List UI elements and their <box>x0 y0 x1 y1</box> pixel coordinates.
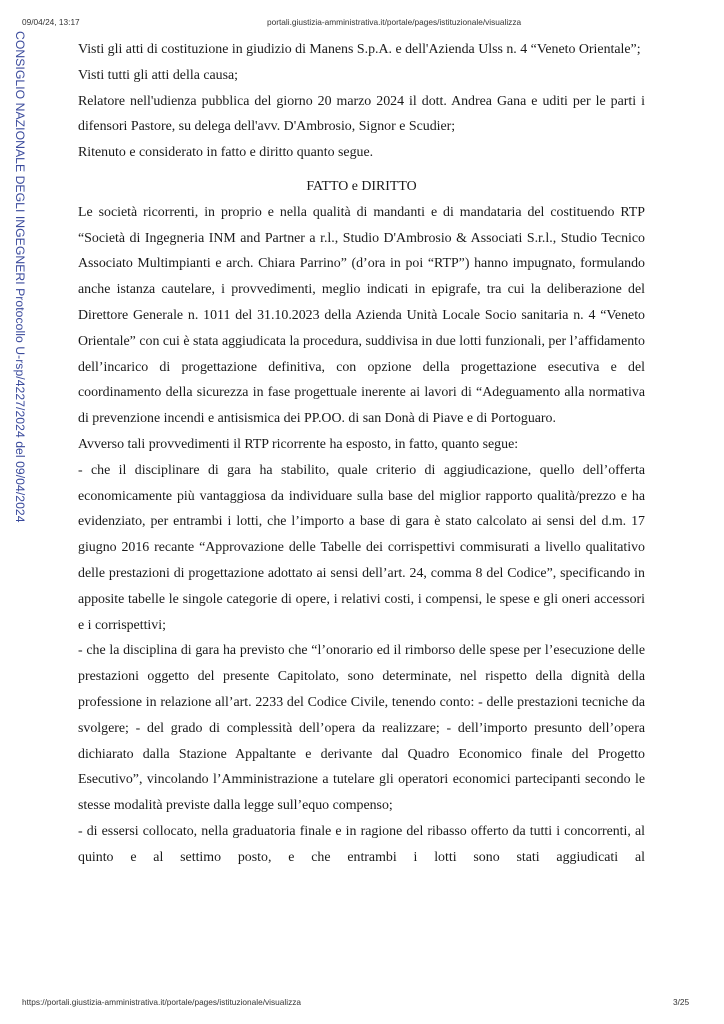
paragraph: Ritenuto e considerato in fatto e diritto quanto segue. <box>78 145 374 161</box>
paragraph: Visti gli atti di costituzione in giudizio di Manens S.p.A. e dell'Azienda Ulss n. 4 “Veneto Orientale”; <box>78 42 641 57</box>
paragraph: Relatore nell'udienza pubblica del giorno 20 marzo 2024 il dott. Andrea Gana e uditi per le parti i difensori Pastore, su delega dell'avv. D'Ambrosio, Signor e Scudier; <box>78 93 645 135</box>
protocol-stamp: CONSIGLIO NAZIONALE DEGLI INGEGNERI Protocollo U-rsp/4227/2024 del 09/04/2024 <box>13 31 27 523</box>
paragraph: - di essersi collocato, nella graduatoria finale e in ragione del ribasso offerto da tutti i concorrenti, al quinto e al settimo posto, e che entrambi i lotti sono stati aggiudicati al <box>78 823 645 865</box>
paragraph: - che il disciplinare di gara ha stabilito, quale criterio di aggiudicazione, quello dell’offerta economicamente più vantaggiosa da individuare sulla base del miglior rapporto qualità/prezzo e ha evidenziato, per entrambi i lotti, che l’importo a base di gara è stato calcolato ai sensi del d.m. 17 giugno 2016 recante “Approvazione delle Tabelle dei corrispettivi commisurati a livello qualitativo delle prestazioni di progettazione adottato ai sensi dell’art. 24, comma 8 del Codice”, specificando in apposite tabelle le singole categorie di opere, i relativi costi, i compensi, le spese e gli oneri accessori e i corrispettivi; <box>78 462 645 633</box>
paragraph: Visti tutti gli atti della causa; <box>78 67 239 83</box>
paragraph: - che la disciplina di gara ha previsto che “l’onorario ed il rimborso delle spese per l’esecuzione delle prestazioni oggetto del presente Capitolato, sono determinate, nel rispetto della dignità della professione in relazione all’art. 2233 del Codice Civile, tenendo conto: - delle prestazioni tecniche da svolgere; - del grado di complessità dell’opera da realizzare; - dell’importo presunto dell’opera dichiarato dalla Stazione Appaltante e derivante dal Quadro Economico finale del Progetto Esecutivo”, vincolando l’Amministrazione a tutelare gli operatori economici partecipanti secondo le stesse modalità previste dalla legge sull’equo compenso; <box>78 643 645 814</box>
paragraph: Avverso tali provvedimenti il RTP ricorrente ha esposto, in fatto, quanto segue: <box>78 436 519 452</box>
print-footer-url: https://portali.giustizia-amministrativa.it/portale/pages/istituzionale/visualizza <box>22 997 301 1007</box>
section-title: FATTO e DIRITTO <box>306 178 417 194</box>
document-body <box>78 37 645 871</box>
page-number: 3/25 <box>673 997 690 1007</box>
print-header-url: portali.giustizia-amministrativa.it/portale/pages/istituzionale/visualizza <box>267 17 522 27</box>
paragraph: Le società ricorrenti, in proprio e nella qualità di mandanti e di mandataria del costituendo RTP “Società di Ingegneria INM and Partner a r.l., Studio D'Ambrosio & Associati S.r.l., Studio Tecnico Associato Multimpianti e arch. Chiara Parrino” (d’ora in poi “RTP”) hanno impugnato, formulando anche istanza cautelare, i provvedimenti, meglio indicati in epigrafe, tra cui la deliberazione del Direttore Generale n. 1011 del 31.10.2023 della Azienda Unità Locale Socio sanitaria n. 4 “Veneto Orientale” con cui è stata aggiudicata la procedura, suddivisa in due lotti funzionali, per l’affidamento dell’incarico di progettazione definitiva, con opzione della progettazione esecutiva e del coordinamento della sicurezza in fase progettuale inerente ai lavori di “Adeguamento alla normativa di prevenzione incendi e antisismica dei PP.OO. di san Donà di Piave e di Portoguaro. <box>78 204 645 427</box>
print-header-datetime: 09/04/24, 13:17 <box>22 17 80 27</box>
